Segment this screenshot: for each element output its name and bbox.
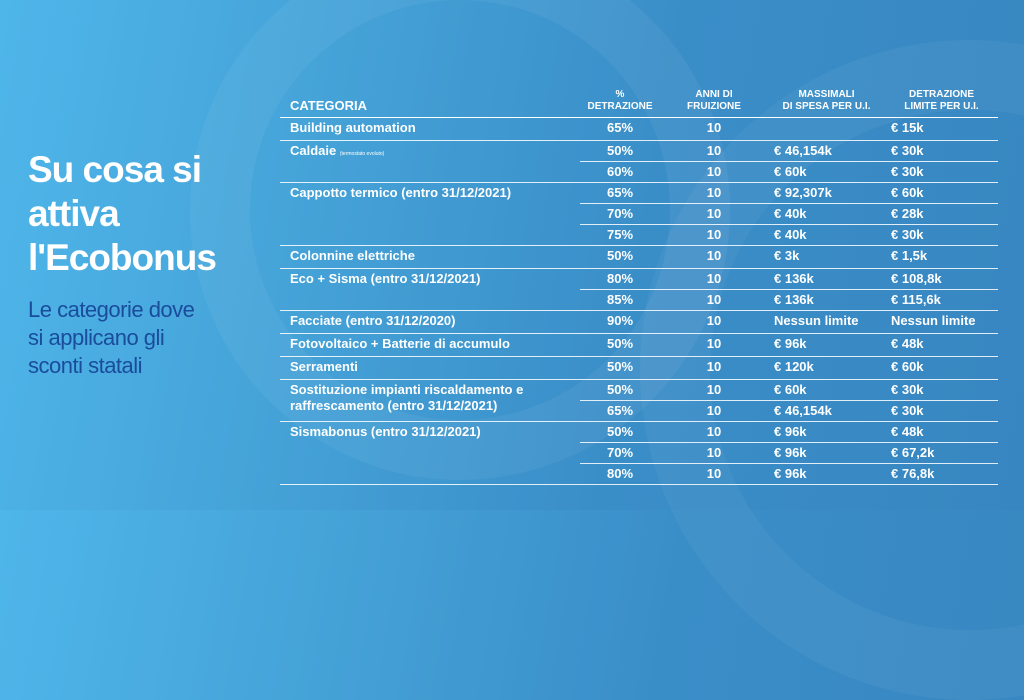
limite-cell: € 30k (885, 380, 998, 401)
table-row (280, 141, 998, 162)
anni-cell: 10 (660, 311, 768, 334)
detrazione-cell: 65% (580, 183, 660, 204)
massimali-cell: € 3k (768, 246, 885, 269)
detrazione-cell: 50% (580, 141, 660, 162)
massimali-cell: € 96k (768, 443, 885, 464)
table-row (280, 311, 998, 334)
header-text: DETRAZIONE (909, 89, 974, 100)
category-label: Caldaie (290, 143, 337, 158)
detrazione-cell: 75% (580, 225, 660, 246)
table-row (280, 422, 998, 443)
limite-cell: € 28k (885, 204, 998, 225)
limite-cell: € 1,5k (885, 246, 998, 269)
ecobonus-table (280, 78, 998, 485)
detrazione-cell: 65% (580, 401, 660, 422)
category-cell (280, 183, 580, 246)
anni-cell: 10 (660, 118, 768, 141)
limite-cell: € 60k (885, 357, 998, 380)
category-cell (280, 422, 580, 485)
limite-cell: Nessun limite (885, 311, 998, 334)
detrazione-cell: 50% (580, 380, 660, 401)
category-label: Colonnine elettriche (290, 248, 415, 263)
table-row (280, 357, 998, 380)
anni-cell: 10 (660, 183, 768, 204)
page-subtitle-line: si applicano gli (28, 325, 165, 350)
page-title-line: Su cosa si (28, 149, 202, 190)
limite-cell: € 60k (885, 183, 998, 204)
page-subtitle-line: Le categorie dove (28, 297, 195, 322)
anni-cell: 10 (660, 464, 768, 485)
massimali-cell: € 60k (768, 380, 885, 401)
massimali-cell: € 92,307k (768, 183, 885, 204)
table-row (280, 269, 998, 290)
massimali-cell: € 46,154k (768, 401, 885, 422)
detrazione-cell: 50% (580, 422, 660, 443)
detrazione-cell: 50% (580, 334, 660, 357)
header-text: MASSIMALI (798, 89, 855, 100)
detrazione-cell: 70% (580, 443, 660, 464)
table-row (280, 183, 998, 204)
limite-cell: € 15k (885, 118, 998, 141)
massimali-cell: € 120k (768, 357, 885, 380)
table-row (280, 118, 998, 141)
massimali-cell: € 46,154k (768, 141, 885, 162)
anni-cell: 10 (660, 334, 768, 357)
anni-cell: 10 (660, 225, 768, 246)
detrazione-cell: 70% (580, 204, 660, 225)
category-cell (280, 141, 580, 183)
page-subtitle (28, 296, 268, 380)
header-text: DETRAZIONE (587, 101, 653, 112)
limite-cell: € 67,2k (885, 443, 998, 464)
anni-cell: 10 (660, 422, 768, 443)
header-categoria: CATEGORIA (280, 78, 580, 118)
category-label: Fotovoltaico + Batterie di accumulo (290, 336, 510, 351)
anni-cell: 10 (660, 443, 768, 464)
limite-cell: € 48k (885, 334, 998, 357)
header-text: FRUIZIONE (687, 101, 741, 112)
detrazione-cell: 80% (580, 269, 660, 290)
anni-cell: 10 (660, 204, 768, 225)
page-title (28, 148, 268, 280)
massimali-cell: € 40k (768, 204, 885, 225)
detrazione-cell: 50% (580, 246, 660, 269)
header-text: LIMITE PER U.I. (904, 101, 979, 112)
table-header-row (280, 78, 998, 118)
limite-cell: € 30k (885, 401, 998, 422)
category-cell (280, 357, 580, 380)
header-text: ANNI DI (695, 89, 733, 100)
table-row (280, 380, 998, 401)
header-text: DI SPESA PER U.I. (782, 101, 871, 112)
detrazione-cell: 50% (580, 357, 660, 380)
limite-cell: € 76,8k (885, 464, 998, 485)
limite-cell: € 108,8k (885, 269, 998, 290)
category-label: Sostituzione impianti riscaldamento e raffrescamento (entro 31/12/2021) (290, 382, 524, 413)
anni-cell: 10 (660, 162, 768, 183)
detrazione-cell: 85% (580, 290, 660, 311)
limite-cell: € 48k (885, 422, 998, 443)
massimali-cell: € 96k (768, 334, 885, 357)
category-label: Facciate (entro 31/12/2020) (290, 313, 456, 328)
detrazione-cell: 90% (580, 311, 660, 334)
detrazione-cell: 60% (580, 162, 660, 183)
header-anni (660, 78, 768, 118)
header-massimali (768, 78, 885, 118)
category-note: (termostato evoluto) (339, 151, 385, 157)
category-cell (280, 269, 580, 311)
category-label: Cappotto termico (entro 31/12/2021) (290, 185, 512, 200)
category-label: Building automation (290, 120, 416, 135)
massimali-cell (768, 118, 885, 141)
detrazione-cell: 80% (580, 464, 660, 485)
category-label: Sismabonus (entro 31/12/2021) (290, 424, 481, 439)
anni-cell: 10 (660, 269, 768, 290)
anni-cell: 10 (660, 380, 768, 401)
massimali-cell: € 136k (768, 290, 885, 311)
anni-cell: 10 (660, 401, 768, 422)
anni-cell: 10 (660, 290, 768, 311)
limite-cell: € 30k (885, 162, 998, 183)
ecobonus-table-container (280, 78, 998, 485)
massimali-cell: € 40k (768, 225, 885, 246)
anni-cell: 10 (660, 357, 768, 380)
category-cell (280, 334, 580, 357)
limite-cell: € 30k (885, 141, 998, 162)
category-cell (280, 246, 580, 269)
massimali-cell: € 96k (768, 464, 885, 485)
detrazione-cell: 65% (580, 118, 660, 141)
limite-cell: € 115,6k (885, 290, 998, 311)
category-cell (280, 311, 580, 334)
header-limite (885, 78, 998, 118)
category-label: Serramenti (290, 359, 358, 374)
anni-cell: 10 (660, 141, 768, 162)
page-title-line: l'Ecobonus (28, 237, 216, 278)
table-body (280, 118, 998, 485)
massimali-cell: Nessun limite (768, 311, 885, 334)
massimali-cell: € 136k (768, 269, 885, 290)
limite-cell: € 30k (885, 225, 998, 246)
header-detrazione (580, 78, 660, 118)
table-row (280, 246, 998, 269)
category-cell (280, 118, 580, 141)
header-text: % (615, 89, 625, 100)
page-subtitle-line: sconti statali (28, 353, 143, 378)
category-label: Eco + Sisma (entro 31/12/2021) (290, 271, 481, 286)
massimali-cell: € 60k (768, 162, 885, 183)
table-row (280, 334, 998, 357)
category-cell (280, 380, 580, 422)
massimali-cell: € 96k (768, 422, 885, 443)
anni-cell: 10 (660, 246, 768, 269)
page-title-line: attiva (28, 193, 119, 234)
